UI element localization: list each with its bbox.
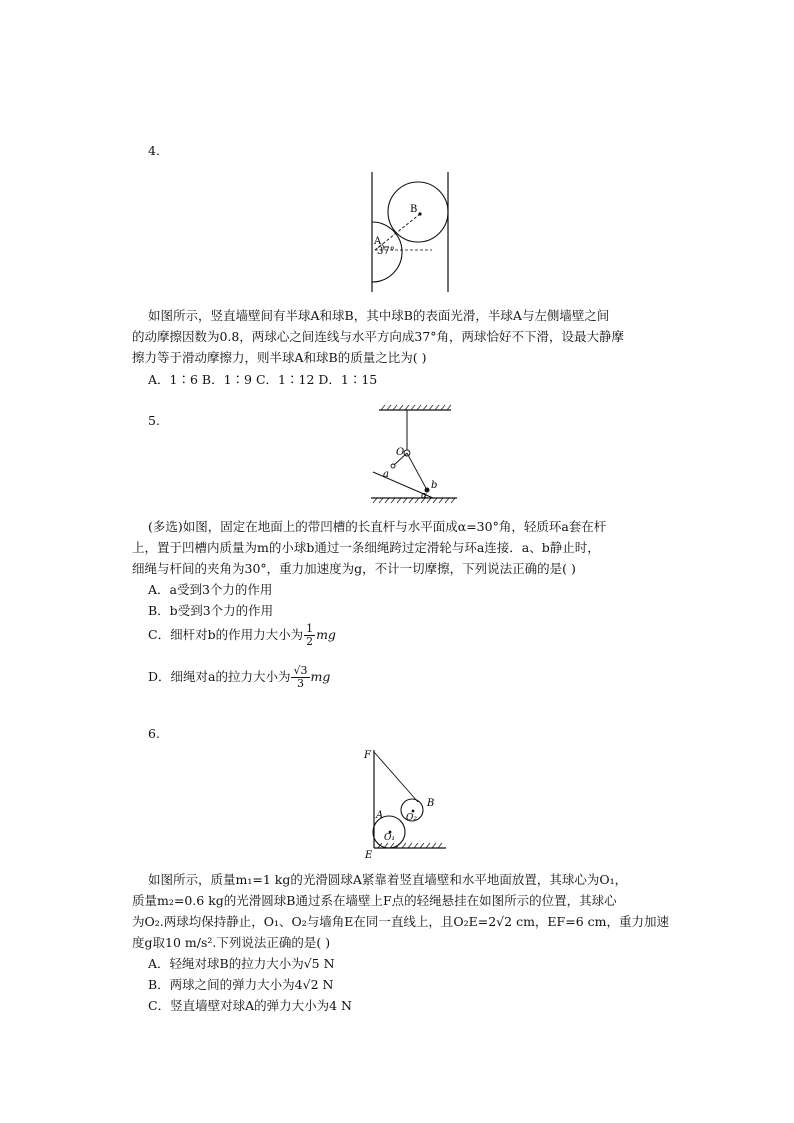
q4-text-line-1: 如图所示，竖直墙壁间有半球A和球B，其中球B的表面光滑，半球A与左侧墙壁之间	[148, 308, 610, 323]
q6-option-c: C．竖直墙壁对球A的弹力大小为4 N	[148, 998, 352, 1013]
label-a: A	[376, 810, 384, 821]
fraction-numerator: √3	[293, 664, 308, 677]
question-6-number: 6.	[148, 726, 160, 741]
q5-option-a: A．a受到3个力的作用	[148, 582, 273, 597]
q5-option-d	[148, 665, 330, 690]
q6-text-line-3: 为O₂.两球均保持静止，O₁、O₂与墙角E在同一直线上，且O₂E=2√2 cm，EF=6 cm，重力加速	[132, 914, 669, 929]
label-b: B	[427, 798, 435, 809]
label-a: a	[383, 469, 389, 480]
ball-b	[388, 182, 448, 242]
ring-a	[391, 464, 395, 468]
q5-option-c-fraction	[304, 623, 315, 648]
fraction-denominator: 2	[306, 635, 314, 648]
label-b: b	[431, 480, 438, 491]
q6-text-line-4: 度g取10 m/s².下列说法正确的是( )	[132, 935, 331, 950]
q4-text-line-3: 擦力等于滑动摩擦力，则半球A和球B的质量之比为( )	[132, 350, 427, 365]
question-5-number: 5.	[148, 413, 160, 428]
q6-option-a: A．轻绳对球B的拉力大小为√5 N	[148, 956, 335, 971]
label-a: A	[374, 236, 382, 247]
q5-text-line-2: 上，置于凹槽内质量为m的小球b通过一条细绳跨过定滑轮与环a连接．a、b静止时，	[132, 540, 600, 555]
label-angle-37: 37°	[377, 246, 395, 257]
fraction-denominator: 3	[296, 677, 304, 690]
rope	[374, 752, 418, 802]
q4-text-line-2: 的动摩擦因数为0.8，两球心之间连线与水平方向成37°角，两球恰好不下滑，设最大静摩	[132, 329, 625, 344]
q6-text-line-1: 如图所示，质量m₁=1 kg的光滑圆球A紧靠着竖直墙壁和水平地面放置，其球心为O₁，	[148, 872, 628, 887]
label-o: O	[396, 447, 405, 458]
q4-options: A．1∶6 B．1∶9 C．1∶12 D．1∶15	[148, 372, 378, 387]
q5-option-b: B．b受到3个力的作用	[148, 603, 274, 618]
q5-option-d-fraction	[291, 665, 309, 690]
label-f: F	[364, 750, 371, 761]
question-4-number: 4.	[148, 143, 160, 158]
q5-option-c-unit: mg	[316, 627, 336, 642]
q6-option-b: B．两球之间的弹力大小为4√2 N	[148, 977, 334, 992]
q5-option-c-text: C．细杆对b的作用力大小为	[148, 627, 304, 642]
figure-q4-spheres	[360, 168, 470, 294]
q5-text-line-1: (多选)如图，固定在地面上的带凹槽的长直杆与水平面成α=30°角，轻质环a套在杆	[148, 519, 607, 534]
label-e: E	[365, 850, 373, 860]
fraction-numerator: 1	[306, 622, 314, 635]
figure-q6-two-spheres	[362, 744, 462, 860]
label-b: B	[410, 204, 418, 215]
center-line	[375, 214, 420, 250]
label-o2: O₂	[406, 813, 417, 823]
label-alpha: α	[421, 491, 428, 501]
q5-option-d-text: D．细绳对a的拉力大小为	[148, 669, 291, 684]
q6-text-line-2: 质量m₂=0.6 kg的光滑圆球B通过系在墙壁上F点的轻绳悬挂在如图所示的位置，其球心	[132, 893, 617, 908]
label-o1: O₁	[384, 833, 395, 843]
q5-option-c	[148, 623, 336, 648]
q5-option-d-unit: mg	[310, 669, 331, 684]
q5-text-line-3: 细绳与杆间的夹角为30°，重力加速度为g，不计一切摩擦，下列说法正确的是( )	[132, 561, 576, 576]
figure-q5-rod-pulley	[365, 402, 465, 506]
